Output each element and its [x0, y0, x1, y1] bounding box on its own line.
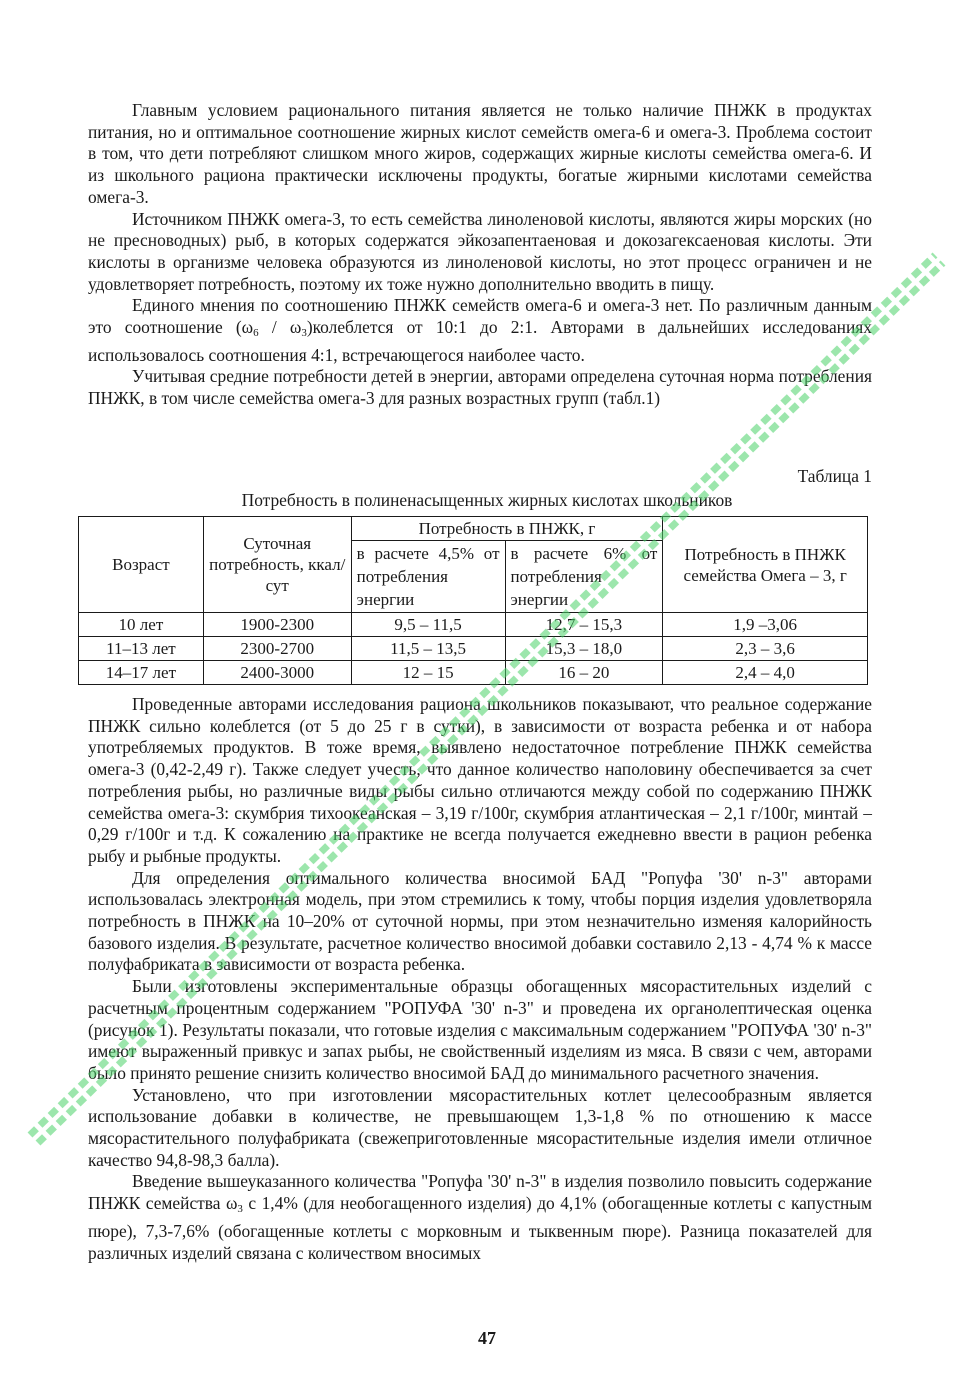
table-row — [79, 637, 868, 661]
omega3-subscript: 3 — [301, 327, 307, 340]
cell-omega3: 1,9 –3,06 — [663, 613, 868, 637]
needs-table — [78, 516, 868, 685]
table-row — [79, 613, 868, 637]
cell-age: 11–13 лет — [79, 637, 204, 661]
cell-daily: 2400-3000 — [203, 661, 351, 685]
cell-pnzhk-6: 15,3 – 18,0 — [505, 637, 663, 661]
paragraph-1: Главным условием рационального питания является не только наличие ПНЖК в продуктах питания, но и оптимальное соотношение жирных кислот семейств омега-6 и омега-3. Проблема состоит в том, что дети потребляют слишком много жиров, содержащих жирные кислоты семейства омега-6. И из школьного рациона практически исключены продукты, богатые жирными кислотами семейства омега-3. — [88, 100, 872, 207]
header-omega3-need: Потребность в ПНЖК семейства Омега – 3, г — [663, 517, 868, 613]
cell-daily: 2300-2700 — [203, 637, 351, 661]
header-daily-need: Суточная потребность, ккал/сут — [203, 517, 351, 613]
paragraph-3-after: )колеблется от 10:1 до 2:1. Авторами в дальнейших исследованиях использовалось соотношения 4:1, встречающегося наиболее часто. — [88, 317, 872, 365]
text-block-top — [88, 100, 872, 410]
paragraph-6: Для определения оптимального количества вносимой БАД "Ропуфа '30' n-3" авторами использовалась электронная модель, при этом стремились к тому, чтобы порция изделия удовлетворяла потребность в ПНЖК на 10–20% от суточной нормы, при этом незначительно изменяя калорийность базового изделия. В результате, расчетное количество вносимой добавки составило 2,13 - 4,74 % к массе полуфабриката в зависимости от возраста ребенка. — [88, 867, 872, 975]
cell-pnzhk-4-5: 9,5 – 11,5 — [351, 613, 505, 637]
table-title: Потребность в полиненасыщенных жирных кислотах школьников — [241, 490, 733, 510]
cell-daily: 1900-2300 — [203, 613, 351, 637]
cell-pnzhk-4-5: 11,5 – 13,5 — [351, 637, 505, 661]
page-number: 47 — [478, 1328, 496, 1348]
header-pnzhk-6-percent: в расчете 6% от потребления энергии — [505, 541, 663, 613]
paragraph-3 — [88, 295, 872, 366]
header-pnzhk-need: Потребность в ПНЖК, г — [351, 517, 663, 541]
header-pnzhk-4-5-percent: в расчете 4,5% от потребления энергии — [351, 541, 505, 613]
table-header-row — [79, 517, 868, 541]
cell-omega3: 2,3 – 3,6 — [663, 637, 868, 661]
omega6-subscript: 6 — [253, 327, 259, 340]
cell-pnzhk-6: 12,7 – 15,3 — [505, 613, 663, 637]
paragraph-9 — [88, 1171, 872, 1264]
omega3-subscript: 3 — [237, 1203, 243, 1216]
paragraph-9-before: Введение вышеуказанного количества "Ропуфа '30' n-3" в изделия позволило повысить содержание ПНЖК семейства ω — [88, 1171, 872, 1214]
paragraph-7: Были изготовлены экспериментальные образцы обогащенных мясорастительных изделий с расчетным процентным содержанием "РОПУФА '30' n-3" и проведена их органолептическая оценка (рисунок 1). Результаты показали, что готовые изделия с максимальным содержанием "РОПУФА '30' n-3" имеют выраженный привкус и запах рыбы, не свойственный изделиям из мяса. В связи с чем, авторами было принято решение снизить количество вносимой БАД до минимального расчетного значения. — [88, 976, 872, 1083]
paragraph-9-after: с 1,4% (для необогащенного изделия) до 4,1% (обогащенные котлеты с капустным пюре), 7,3-7,6% (обогащенные котлеты с морковным и тыквенным пюре). Разница показателей для различных изделий связана с количеством вносимых — [88, 1193, 872, 1263]
paragraph-8: Установлено, что при изготовлении мясорастительных котлет целесообразным является использование добавки в количестве, не превышающем 1,3-1,8 % по отношению к массе мясорастительного полуфабриката (свежеприготовленные мясорастительные изделия имели отличное качество 94,8-98,3 балла). — [88, 1084, 872, 1170]
cell-age: 14–17 лет — [79, 661, 204, 685]
cell-age: 10 лет — [79, 613, 204, 637]
cell-pnzhk-4-5: 12 – 15 — [351, 661, 505, 685]
paragraph-4: Учитывая средние потребности детей в энергии, авторами определена суточная норма потребления ПНЖК, в том числе семейства омега-3 для разных возрастных групп (табл.1) — [88, 366, 872, 409]
table-label: Таблица 1 — [797, 466, 872, 486]
cell-omega3: 2,4 – 4,0 — [663, 661, 868, 685]
table-row — [79, 661, 868, 685]
cell-pnzhk-6: 16 – 20 — [505, 661, 663, 685]
paragraph-2: Источником ПНЖК омега-3, то есть семейства линоленовой кислоты, являются жиры морских (но не пресноводных) рыб, в которых содержатся эйкозапентаеновая и докозагексаеновая кислоты. Эти кислоты в организме человека образуются из линоленовой кислоты, но этот процесс ограничен и не удовлетворяет потребность, поэтому их тоже нужно дополнительно вводить в пищу. — [88, 208, 872, 294]
paragraph-3-mid: / ω — [258, 317, 302, 338]
paragraph-5: Проведенные авторами исследования рациона школьников показывают, что реальное содержание ПНЖК сильно колеблется (от 5 до 25 г в сутки), в зависимости от возраста ребенка и от набора употребляемых продуктов. В тоже время, выявлено недостаточное потребление ПНЖК семейства омега-3 (0,42-2,49 г). Также следует учесть, что данное количество наполовину обеспечивается за счет потребления рыбы, но различные виды рыбы сильно отличаются между собой по содержанию ПНЖК семейства омега-3: скумбрия тихоокеанская – 3,19 г/100г, скумбрия атлантическая – 2,1 г/100г, минтай – 0,29 г/100г и т.д. К сожалению на практике не всегда получается ежедневно ввести в рацион ребенка рыбу и рыбные продукты. — [88, 694, 872, 866]
header-age: Возраст — [79, 517, 204, 613]
text-block-bottom — [88, 694, 872, 1264]
paragraph-3-before: Единого мнения по соотношению ПНЖК семейств омега-6 и омега-3 нет. По различным данным это соотношение (ω — [88, 295, 872, 338]
